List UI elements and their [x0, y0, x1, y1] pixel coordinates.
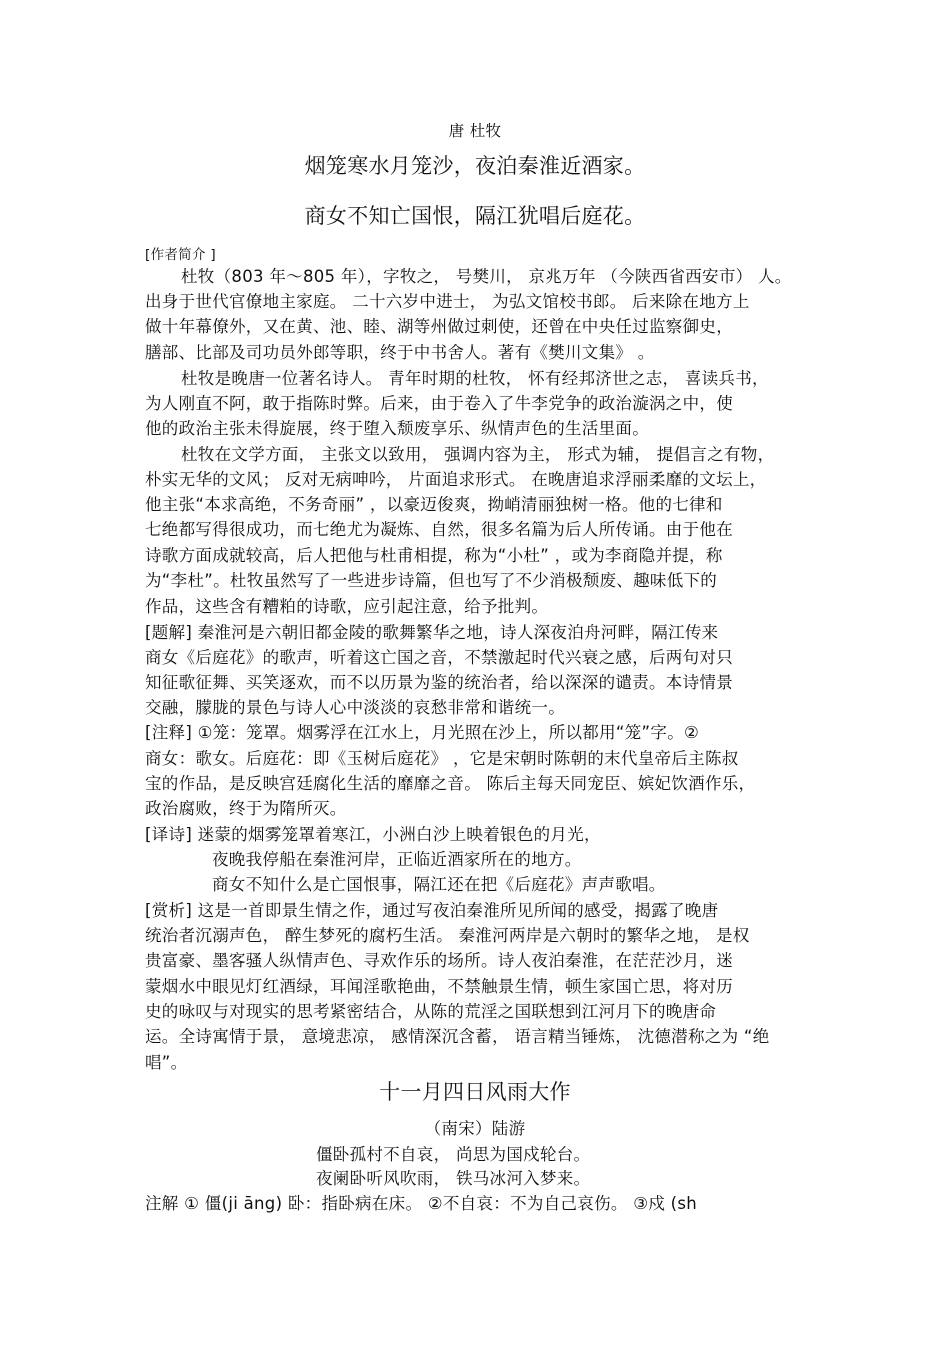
poem2-title: 十一月四日风雨大作 — [379, 1080, 571, 1104]
poem1-line2: 商女不知亡国恨，隔江犹唱后庭花。 — [304, 204, 646, 228]
paragraph-line: 膳部、比部及司功员外郎等职，终于中书舍人。著有《樊川文集》 。 — [145, 343, 655, 362]
poem2-notes: 注解 ① 僵(ji āng) 卧：指卧病在床。 ②不自哀：不为自己哀伤。 ③戍 (sh — [145, 1194, 698, 1213]
paragraph-line: 朴实无华的文风； 反对无病呻吟， 片面追求形式。 在晚唐追求浮丽柔靡的文坛上， — [145, 470, 767, 489]
paragraph-line: [题解] 秦淮河是六朝旧都金陵的歌舞繁华之地，诗人深夜泊舟河畔，隔江传来 — [145, 623, 719, 642]
paragraph-line: 杜牧是晚唐一位著名诗人。 青年时期的杜牧， 怀有经邦济世之志， 喜读兵书， — [181, 369, 769, 388]
poem1-line1: 烟笼寒水月笼沙，夜泊秦淮近酒家。 — [304, 154, 646, 178]
paragraph-line: 知征歌征舞、买笑逐欢，而不以历景为鉴的统治者，给以深深的谴责。本诗情景 — [145, 673, 733, 692]
paragraph-line: 做十年幕僚外，又在黄、池、睦、湖等州做过刺使，还曾在中央任过监察御史， — [145, 317, 733, 336]
paragraph-line: 交融，朦胧的景色与诗人心中淡淡的哀愁非常和谐统一。 — [145, 698, 565, 717]
paragraph-line: 他的政治主张未得旋展，终于堕入颓废享乐、纵情声色的生活里面。 — [145, 419, 649, 438]
paragraph-line: [译诗] 迷蒙的烟雾笼罩着寒江，小洲白沙上映着银色的月光， — [145, 825, 601, 844]
poem2-attribution: （南宋）陆游 — [424, 1119, 526, 1138]
paragraph-line: 夜晚我停船在秦淮河岸，正临近酒家所在的地方。 — [212, 850, 582, 869]
paragraph-line: 运。全诗寓情于景， 意境悲凉， 感情深沉含蓄， 语言精当锤炼， 沈德潜称之为 “绝 — [145, 1027, 770, 1046]
paragraph-line: 杜牧在文学方面， 主张文以致用， 强调内容为主， 形式为辅， 提倡言之有物， — [181, 445, 775, 464]
paragraph-line: 统治者沉溺声色， 醉生梦死的腐朽生活。 秦淮河两岸是六朝时的繁华之地， 是权 — [145, 926, 750, 945]
paragraph-line: 出身于世代官僚地主家庭。 二十六岁中进士， 为弘文馆校书郎。 后来除在地方上 — [145, 292, 750, 311]
paragraph-line: 杜牧（803 年～805 年），字牧之， 号樊川， 京兆万年 （今陕西省西安市） 人。 — [181, 267, 792, 286]
paragraph-line: 诗歌方面成就较高，后人把他与杜甫相提，称为“小杜” ，或为李商隐并提，称 — [145, 546, 723, 565]
paragraph-line: 七绝都写得很成功，而七绝尤为凝炼、自然，很多名篇为后人所传诵。由于他在 — [145, 520, 733, 539]
paragraph-line: [注释] ①笼：笼罩。烟雾浮在江水上，月光照在沙上，所以都用“笼”字。② — [145, 723, 700, 742]
paragraph-line: 为“李杜”。杜牧虽然写了一些进步诗篇，但也写了不少消极颓废、趣味低下的 — [145, 571, 718, 590]
paragraph-line: 商女《后庭花》的歌声，听着这亡国之音，不禁激起时代兴衰之感，后两句对只 — [145, 648, 733, 667]
paragraph-line: 为人刚直不阿，敢于指陈时弊。后来，由于卷入了牛李党争的政治漩涡之中，使 — [145, 394, 733, 413]
paragraph-line: 他主张“本求高绝，不务奇丽” ，以豪迈俊爽，拗峭清丽独树一格。他的七律和 — [145, 495, 723, 514]
paragraph-line: 作品，这些含有糟粕的诗歌，应引起注意，给予批判。 — [145, 597, 549, 616]
paragraph-line: 宝的作品，是反映宫廷腐化生活的靡靡之音。 陈后主每天同宠臣、嫔妃饮酒作乐， — [145, 774, 756, 793]
paragraph-line: 商女不知什么是亡国恨事，隔江还在把《后庭花》声声歌唱。 — [212, 875, 666, 894]
poem1-attribution: 唐 杜牧 — [448, 122, 502, 140]
author-intro-label: [作者简介 ] — [145, 247, 216, 263]
paragraph-line: 蒙烟水中眼见灯红酒绿，耳闻淫歌艳曲，不禁触景生情，顿生家国亡思，将对历 — [145, 977, 733, 996]
poem2-line2: 夜阑卧听风吹雨， 铁马冰河入梦来。 — [316, 1169, 591, 1188]
paragraph-line: 史的咏叹与对现实的思考紧密结合，从陈的荒淫之国联想到江河月下的晚唐命 — [145, 1002, 717, 1021]
paragraph-line: [赏析] 这是一首即景生情之作，通过写夜泊秦淮所见所闻的感受，揭露了晚唐 — [145, 901, 719, 920]
paragraph-line: 商女：歌女。后庭花：即《玉树后庭花》 ，它是宋朝时陈朝的末代皇帝后主陈叔 — [145, 749, 739, 768]
paragraph-line: 政治腐败，终于为隋所灭。 — [145, 799, 347, 818]
poem2-line1: 僵卧孤村不自哀， 尚思为国戍轮台。 — [316, 1145, 591, 1164]
paragraph-line: 唱”。 — [145, 1053, 188, 1072]
paragraph-line: 贵富豪、墨客骚人纵情声色、寻欢作乐的场所。诗人夜泊秦淮，在茫茫沙月，迷 — [145, 951, 733, 970]
